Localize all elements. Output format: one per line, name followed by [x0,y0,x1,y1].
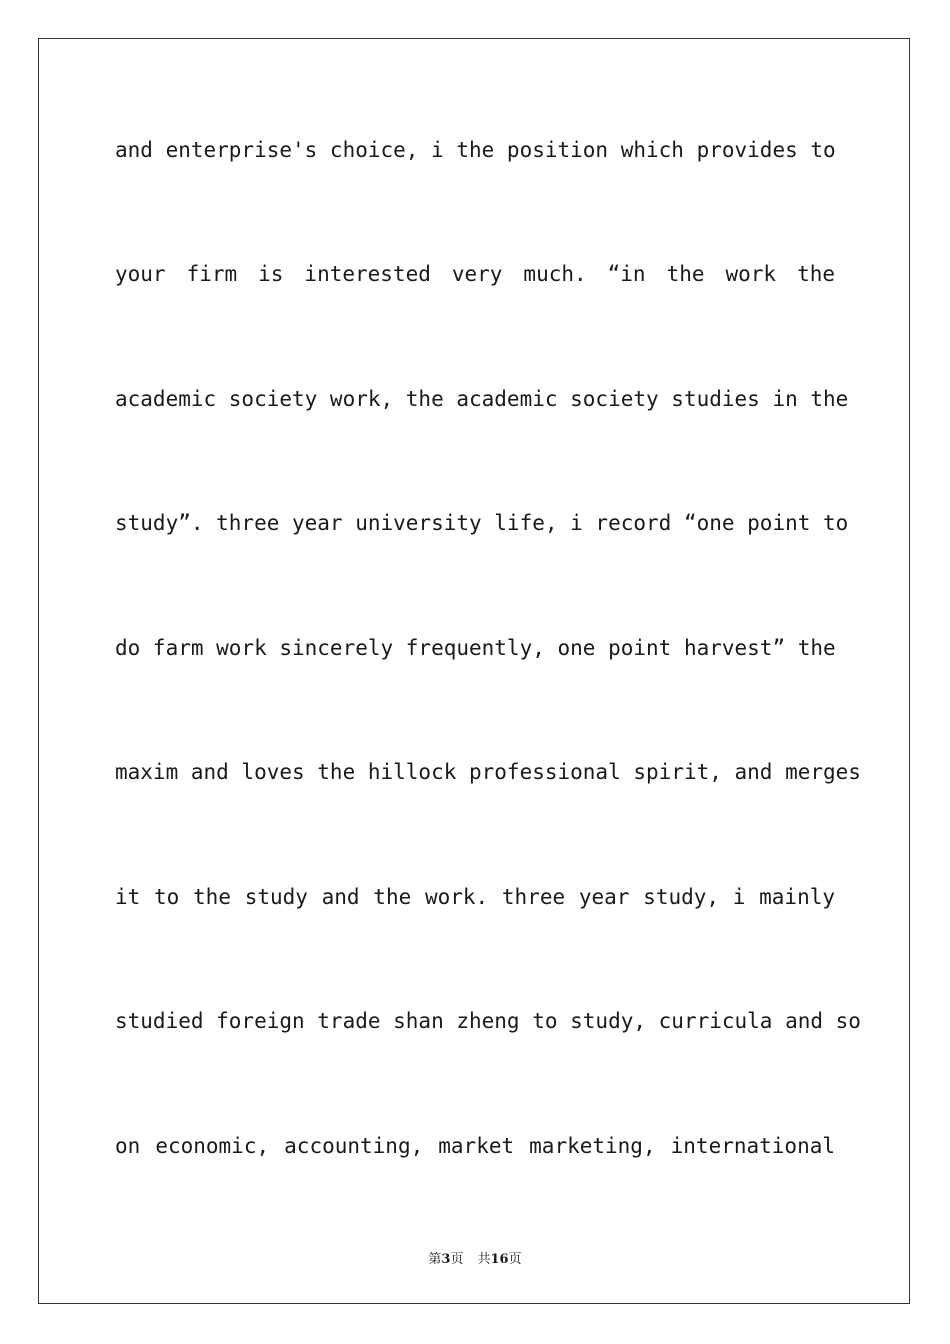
body-text-line-3: academic society work, the academic society studies in the [115,387,849,411]
page-footer [0,1248,950,1267]
total-pages-number: 16 [490,1252,509,1267]
footer-prefix: 第 [428,1252,442,1267]
body-text-line-4: study”. three year university life, i record “one point to [115,511,849,535]
current-page-number: 3 [441,1252,451,1267]
body-text-line-8: studied foreign trade shan zheng to study, curricula and so [115,1009,861,1033]
page-frame [38,38,910,1304]
footer-page-suffix: 页 [450,1252,464,1267]
footer-total-suffix: 页 [508,1252,522,1267]
body-text-line-5: do farm work sincerely frequently, one point harvest” the [115,636,836,660]
body-text-line-7: it to the study and the work. three year study, i mainly [115,885,835,909]
body-text-line-9: on economic, accounting, market marketing, international [115,1134,835,1158]
body-text-line-6: maxim and loves the hillock professional spirit, and merges [115,760,861,784]
body-text-line-1: and enterprise's choice, i the position which provides to [115,138,836,162]
footer-total-prefix: 共 [477,1252,491,1267]
body-text-line-2: your firm is interested very much. “in the work the [115,262,835,286]
